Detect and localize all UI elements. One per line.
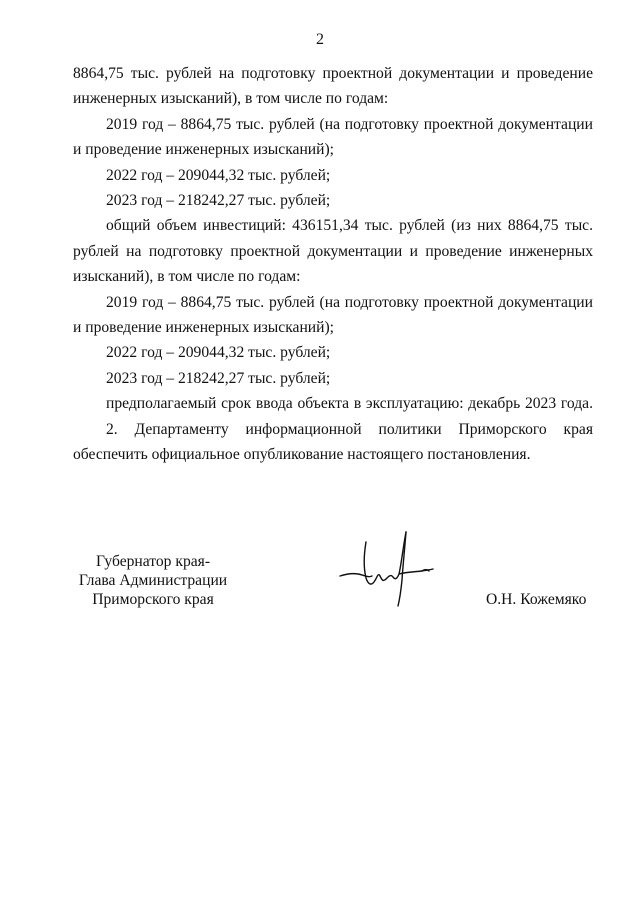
paragraph-2022-repeat: 2022 год – 209044,32 тыс. рублей; [106, 344, 331, 362]
handwritten-signature-icon [336, 524, 436, 610]
paragraph-design-costs: 8864,75 тыс. рублей на подготовку проектной документации и проведение инженерных изысканий), в том числе по годам: [73, 65, 593, 108]
signer-position-line-2: Глава Администрации [78, 572, 228, 589]
signer-name: О.Н. Кожемяко [486, 591, 587, 608]
page-number: 2 [316, 31, 324, 48]
paragraph-2019-design: 2019 год – 8864,75 тыс. рублей (на подготовку проектной документации и проведение инженерных изысканий); [73, 115, 593, 159]
paragraph-2023-repeat: 2023 год – 218242,27 тыс. рублей; [106, 369, 331, 387]
paragraph-publication-order: 2. Департаменту информационной политики Приморского края обеспечить официальное опубликование настоящего постановления. [73, 420, 593, 464]
paragraph-2023: 2023 год – 218242,27 тыс. рублей; [106, 192, 331, 210]
signer-position-line-3: Приморского края [92, 591, 214, 608]
paragraph-2019-design-repeat: 2019 год – 8864,75 тыс. рублей (на подготовку проектной документации и проведение инженерных изысканий); [73, 293, 593, 337]
paragraph-commissioning-date: предполагаемый срок ввода объекта в эксплуатацию: декабрь 2023 года. [106, 395, 593, 413]
paragraph-2022: 2022 год – 209044,32 тыс. рублей; [106, 166, 331, 184]
signature-block [0, 552, 640, 612]
paragraph-total-investment: общий объем инвестиций: 436151,34 тыс. рублей (из них 8864,75 тыс. рублей на подготовку проектной документации и проведение инженерных изысканий), в том числе по годам: [73, 217, 593, 286]
signer-position-line-1: Губернатор края- [95, 553, 211, 570]
signer-position [78, 552, 228, 609]
document-body [73, 61, 593, 468]
